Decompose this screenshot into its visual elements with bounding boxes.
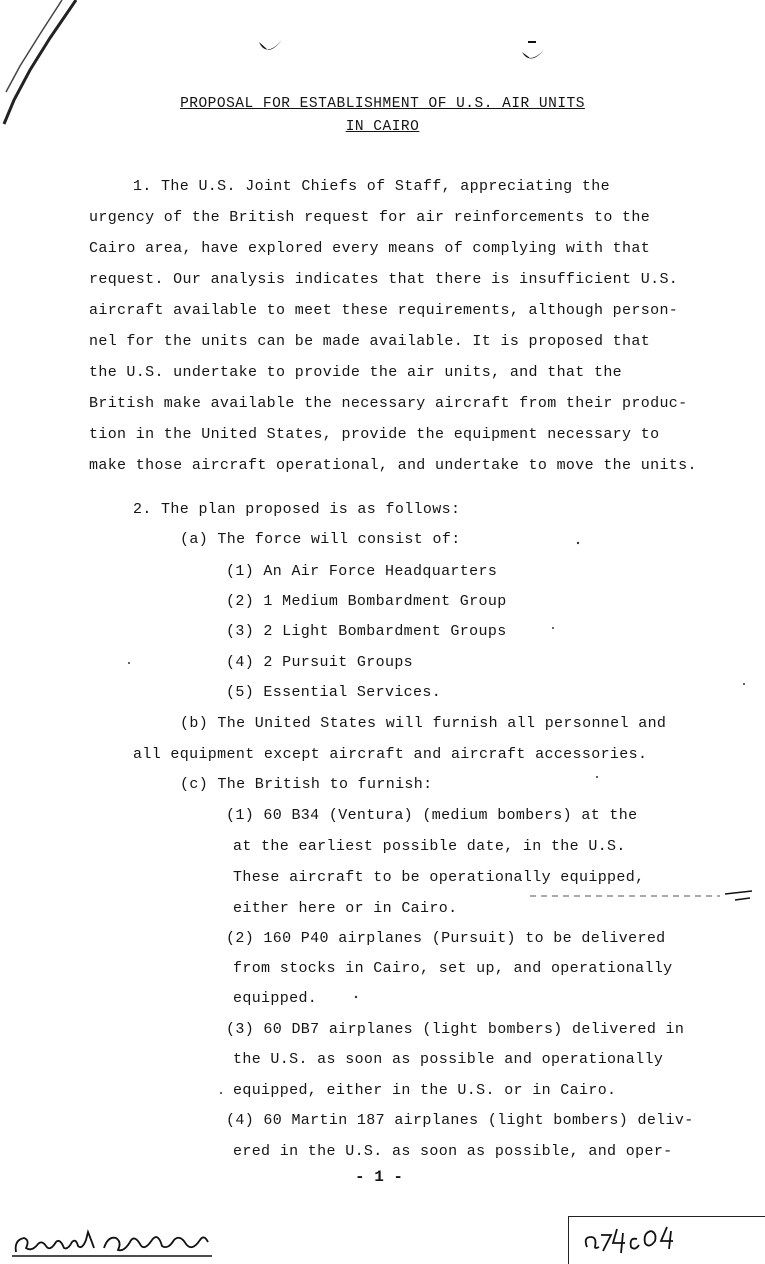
c1-line: These aircraft to be operationally equipped,: [233, 869, 645, 886]
force-item: (5) Essential Services.: [226, 684, 442, 701]
paragraph-1-line: tion in the United States, provide the equipment necessary to: [89, 426, 660, 443]
paragraph-1-line: request. Our analysis indicates that there is insufficient U.S.: [89, 271, 679, 288]
force-item: (2) 1 Medium Bombardment Group: [226, 593, 507, 610]
page-number: - 1 -: [355, 1168, 404, 1186]
item-b-continued: all equipment except aircraft and aircraft accessories.: [133, 746, 648, 763]
force-item: (1) An Air Force Headquarters: [226, 563, 498, 580]
item-b: (b) The United States will furnish all personnel and: [180, 715, 667, 732]
c1-line: (1) 60 B34 (Ventura) (medium bombers) at the: [226, 807, 638, 824]
c3-line: (3) 60 DB7 airplanes (light bombers) delivered in: [226, 1021, 685, 1038]
c4-line: (4) 60 Martin 187 airplanes (light bombers) deliv-: [226, 1112, 694, 1129]
force-item: (3) 2 Light Bombardment Groups: [226, 623, 507, 640]
paragraph-1-line: the U.S. undertake to provide the air units, and that the: [89, 364, 623, 381]
document-title: PROPOSAL FOR ESTABLISHMENT OF U.S. AIR UNITS: [180, 96, 585, 112]
force-item: (4) 2 Pursuit Groups: [226, 654, 414, 671]
paragraph-1-line: 1. The U.S. Joint Chiefs of Staff, appreciating the: [133, 178, 610, 195]
paragraph-1-line: make those aircraft operational, and undertake to move the units.: [89, 457, 697, 474]
item-a: (a) The force will consist of:: [180, 531, 461, 548]
c3-line: the U.S. as soon as possible and operationally: [233, 1051, 664, 1068]
c2-line: equipped.: [233, 990, 318, 1007]
document-title-line2: IN CAIRO: [345, 119, 420, 135]
c2-line: from stocks in Cairo, set up, and operationally: [233, 960, 673, 977]
paragraph-1-line: aircraft available to meet these requirements, although person-: [89, 302, 679, 319]
c2-line: (2) 160 P40 airplanes (Pursuit) to be delivered: [226, 930, 666, 947]
c3-line: equipped, either in the U.S. or in Cairo.: [233, 1082, 617, 1099]
c1-line: at the earliest possible date, in the U.S.: [233, 838, 626, 855]
paragraph-1-line: Cairo area, have explored every means of complying with that: [89, 240, 651, 257]
paragraph-2-intro: 2. The plan proposed is as follows:: [133, 501, 461, 518]
paragraph-1-line: nel for the units can be made available. It is proposed that: [89, 333, 651, 350]
c4-line: ered in the U.S. as soon as possible, and oper-: [233, 1143, 673, 1160]
paragraph-1-line: British make available the necessary aircraft from their produc-: [89, 395, 688, 412]
c1-line: either here or in Cairo.: [233, 900, 458, 917]
paragraph-1-line: urgency of the British request for air reinforcements to the: [89, 209, 651, 226]
item-c: (c) The British to furnish:: [180, 776, 433, 793]
